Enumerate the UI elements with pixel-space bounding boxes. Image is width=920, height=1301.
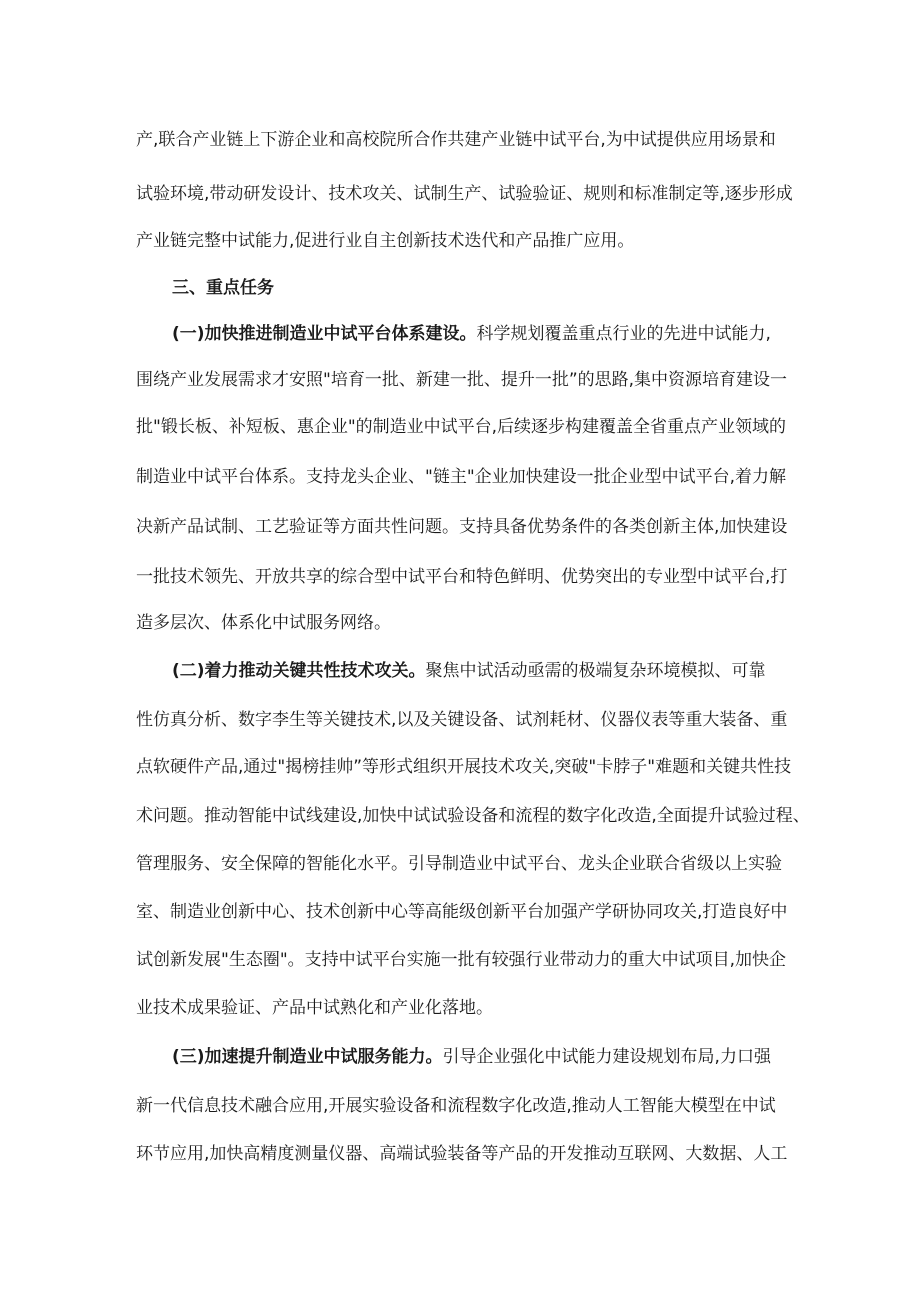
intro-line-1: 产,联合产业链上下游企业和高校院所合作共建产业链中试平台,为中试提供应用场景和 (136, 130, 776, 150)
task-1-first-line (172, 323, 771, 345)
task-3-heading: (三)加速提升制造业中试服务能力。 (172, 1047, 443, 1067)
task-2-line-3: 点软硬件产品,通过"揭榜挂帅”等形式组织开展技术攻关,突破"卡脖子"难题和关键共性技 (136, 757, 792, 777)
task-2-first-line (172, 660, 766, 682)
task-1-line-7: 造多层次、体系化中试服务网络。 (136, 613, 391, 633)
task-1-first-line-rest: 科学规划覆盖重点行业的先进中试能力, (476, 324, 771, 344)
intro-line-2: 试验环境,带动研发设计、技术攻关、试制生产、试验验证、规则和标准制定等,逐步形成 (136, 184, 793, 204)
task-3-line-2: 新一代信息技术融合应用,开展实验设备和流程数字化改造,推动人工智能大模型在中试 (136, 1096, 776, 1116)
task-1-line-2: 围绕产业发展需求才安照"培育一批、新建一批、提升一批”的思路,集中资源培育建设一 (136, 370, 788, 390)
section-heading: 三、重点任务 (172, 278, 274, 298)
task-1-line-6: 一批技术领先、开放共享的综合型中试平台和特色鲜明、优势突出的专业型中试平台,打 (136, 567, 788, 587)
task-2-line-5: 管理服务、安全保障的智能化水平。引导制造业中试平台、龙头企业联合省级以上实验 (136, 854, 782, 874)
task-3-first-line (172, 1046, 771, 1068)
task-1-line-3: 批"锻长板、补短板、惠企业"的制造业中试平台,后续逐步构建覆盖全省重点产业领域的 (136, 417, 787, 437)
task-1-heading: (一)加快推进制造业中试平台体系建设。 (172, 324, 477, 344)
task-3-line-3: 环节应用,加快高精度测量仪器、高端试验装备等产品的开发推动互联网、大数据、人工 (136, 1144, 788, 1164)
intro-line-3: 产业链完整中试能力,促进行业自主创新技术迭代和产品推广应用。 (136, 231, 635, 251)
task-2-heading: (二)着力推动关键共性技术攻关。 (172, 661, 426, 681)
task-3-first-line-rest: 引导企业强化中试能力建设规划布局,力口强 (442, 1047, 771, 1067)
task-2-line-2: 性仿真分析、数字李生等关键技术,以及关键设备、试剂耗材、仪器仪表等重大装备、重 (136, 710, 788, 730)
task-1-line-4: 制造业中试平台体系。支持龙头企业、"链主"企业加快建设一批企业型中试平台,着力解 (136, 467, 787, 487)
task-2-line-6: 室、制造业创新中心、技术创新中心等高能级创新平台加强产学研协同攻关,打造良好中 (136, 902, 788, 922)
task-2-line-8: 业技术成果验证、产品中试熟化和产业化落地。 (136, 998, 493, 1018)
task-2-line-4: 术问题。推动智能中试线建设,加快中试试验设备和流程的数字化改造,全面提升试验过程、 (136, 806, 810, 826)
task-1-line-5: 决新产品试制、工艺验证等方面共性问题。支持具备优势条件的各类创新主体,加快建设 (136, 517, 788, 537)
task-2-first-line-rest: 聚焦中试活动亟需的极端复杂环境模拟、可靠 (425, 661, 766, 681)
task-2-line-7: 试创新发展"生态圈"。支持中试平台实施一批有较强行业带动力的重大中试项目,加快企 (136, 950, 787, 970)
